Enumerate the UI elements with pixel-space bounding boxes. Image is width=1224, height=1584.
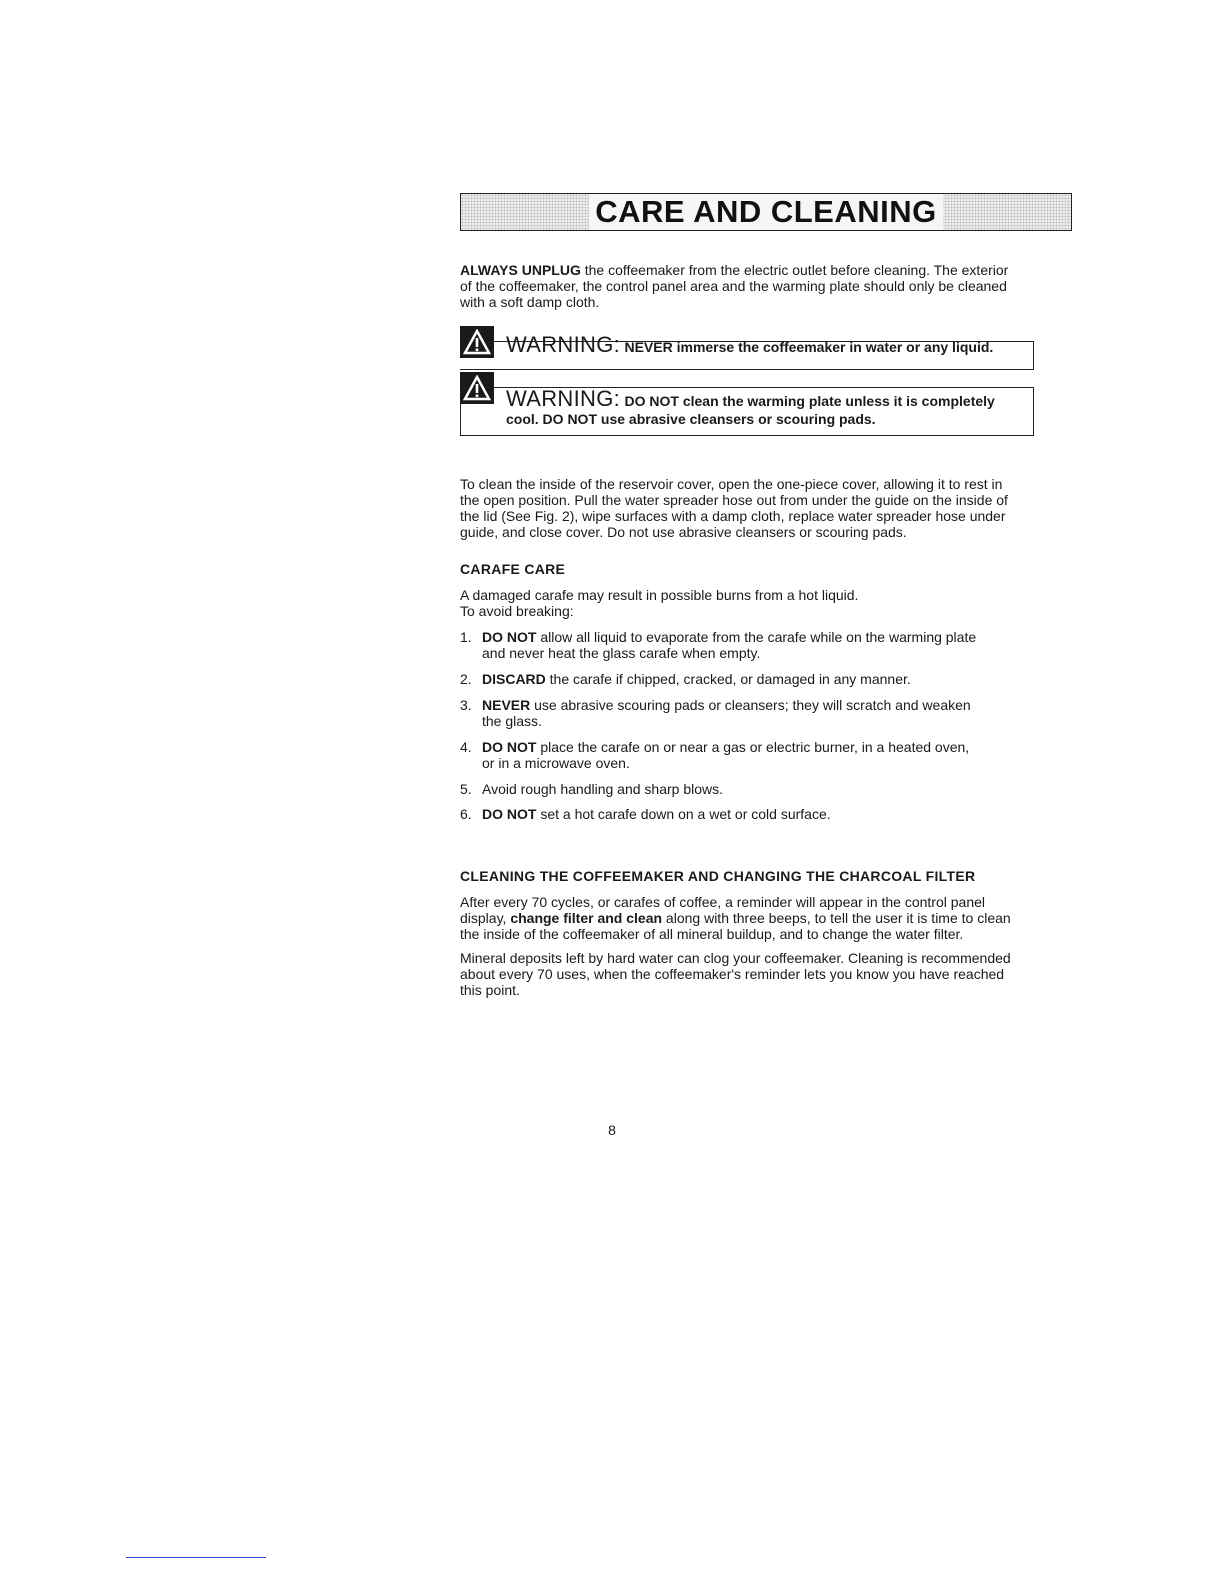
section-title-box bbox=[460, 193, 1072, 231]
list-item-bold-lead: DO NOT bbox=[482, 739, 537, 755]
warning-box-warming-plate: WARNING: DO NOT clean the warming plate unless it is completely cool. DO NOT use abrasive cleansers or scouring pads. bbox=[460, 372, 1034, 438]
page-number: 8 bbox=[608, 1122, 616, 1138]
list-item-number: 5. bbox=[460, 781, 472, 797]
cleaning-paragraph-2: Mineral deposits left by hard water can clog your coffeemaker. Cleaning is recommended about every 70 uses, when the coffeemaker's reminder lets you know you have reached this point. bbox=[460, 950, 1011, 998]
section-title: CARE AND CLEANING bbox=[589, 194, 942, 230]
list-item-number: 2. bbox=[460, 671, 472, 687]
footer-rule bbox=[126, 1557, 266, 1558]
list-item-number: 3. bbox=[460, 697, 472, 713]
list-item-number: 1. bbox=[460, 629, 472, 645]
reservoir-paragraph: To clean the inside of the reservoir cover, open the one-piece cover, allowing it to rest in the open position. Pull the water spreader hose out from under the guide on the inside of the lid (See Fig. 2), wipe surfaces with a damp cloth, replace water spreader hose under guide, and close cover. Do not use abrasive cleansers or scouring pads. bbox=[460, 476, 1008, 540]
carafe-intro: A damaged carafe may result in possible burns from a hot liquid. To avoid breaking: bbox=[460, 587, 859, 619]
carafe-care-heading: CARAFE CARE bbox=[460, 561, 566, 577]
warning-label: WARNING: bbox=[506, 332, 621, 357]
cleaning-heading: CLEANING THE COFFEEMAKER AND CHANGING THE CHARCOAL FILTER bbox=[460, 868, 976, 884]
list-item-bold-lead: DO NOT bbox=[482, 629, 537, 645]
list-item-bold-lead: DO NOT bbox=[482, 806, 537, 822]
list-item-bold-lead: NEVER bbox=[482, 697, 531, 713]
warning-box-immerse: WARNING: NEVER immerse the coffeemaker in water or any liquid. bbox=[460, 326, 1034, 372]
warning-triangle-icon bbox=[460, 372, 494, 404]
list-item-bold-lead: DISCARD bbox=[482, 671, 546, 687]
intro-bold: ALWAYS UNPLUG bbox=[460, 262, 581, 278]
intro-paragraph: ALWAYS UNPLUG the coffeemaker from the electric outlet before cleaning. The exterior of the coffeemaker, the control panel area and the warming plate should only be cleaned with a soft damp cloth. bbox=[460, 262, 1009, 310]
warning-label: WARNING: bbox=[506, 386, 621, 411]
list-item-number: 6. bbox=[460, 806, 472, 822]
warning-triangle-icon bbox=[460, 326, 494, 358]
cleaning-paragraph-1: After every 70 cycles, or carafes of coffee, a reminder will appear in the control panel display, change filter and clean along with three beeps, to tell the user it is time to clean the inside of the coffeemaker of all mineral buildup, and to change the water filter. bbox=[460, 894, 1011, 942]
list-item-number: 4. bbox=[460, 739, 472, 755]
